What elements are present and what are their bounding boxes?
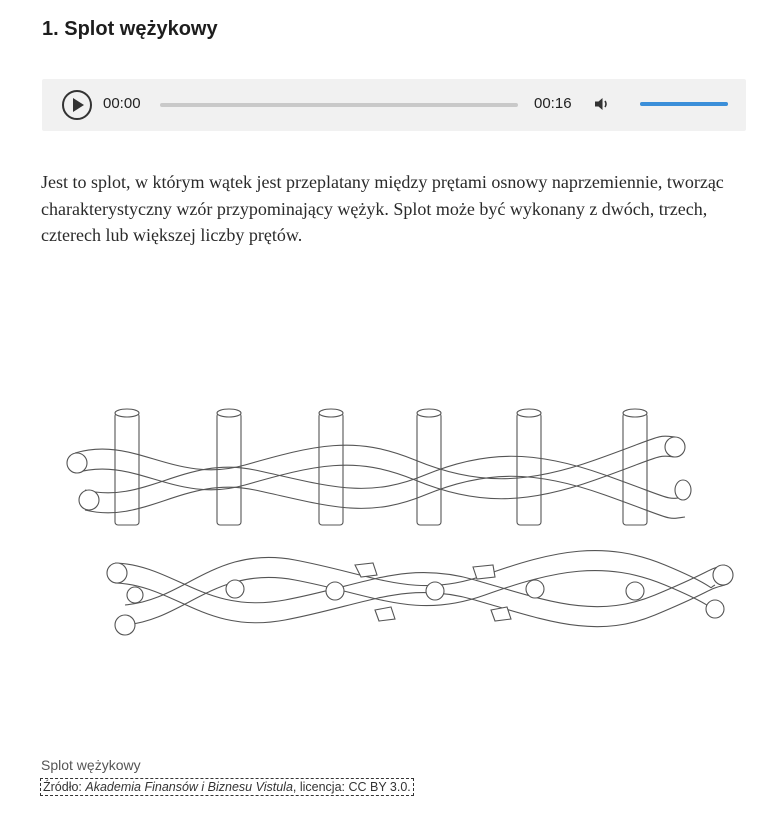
audio-player [42, 79, 746, 131]
source-license: , licencja: CC BY 3.0. [292, 780, 411, 794]
stake-rods [115, 409, 647, 525]
progress-bar[interactable] [160, 103, 518, 107]
volume-fill [640, 102, 728, 106]
volume-slider[interactable] [640, 102, 728, 106]
current-time: 00:00 [103, 95, 141, 112]
volume-icon[interactable] [593, 95, 611, 113]
duration: 00:16 [534, 95, 572, 112]
weave-illustration [55, 395, 745, 655]
figure-caption: Splot wężykowy [41, 757, 141, 773]
source-author: Akademia Finansów i Biznesu Vistula [85, 780, 293, 794]
figure-source[interactable] [40, 778, 414, 796]
source-prefix: Źródło: [43, 780, 86, 794]
weft-strands-upper [75, 436, 685, 518]
section-title: 1. Splot wężykowy [42, 18, 218, 40]
play-icon[interactable] [62, 90, 92, 120]
description-text: Jest to splot, w którym wątek jest przeplatany między prętami osnowy naprzemiennie, tworząc charakterystyczny wzór przypominający wężyk. Splot może być wykonany z dwóch, trzech, czterech lub większej liczby prętów. [41, 172, 724, 245]
